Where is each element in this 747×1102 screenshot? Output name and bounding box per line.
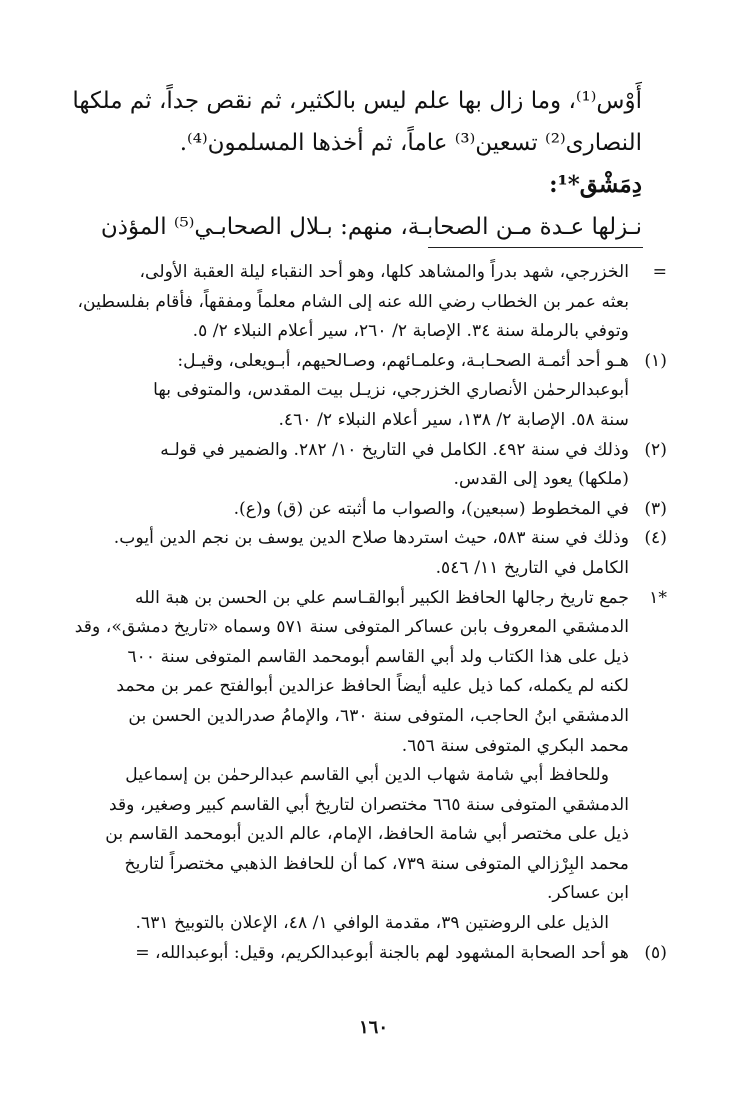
footnote-star-1-paragraph-2 — [95, 761, 667, 909]
page-number: ١٦٠ — [358, 1017, 388, 1038]
footnote-line: في المخطوط (سبعين)، والصواب ما أثبته عن (ق) و(ع). — [233, 498, 629, 519]
footnote-line: (ملكها) يعود إلى القدس. — [453, 469, 629, 490]
footnote-line: لكنه لم يكمله، كما ذيل عليه أيضاً الحافظ عزالدين أبوالفتح عمر بن محمد — [116, 676, 629, 697]
footnote-separator — [428, 247, 643, 248]
footnote-line: الدمشقي ابنُ الحاجب، المتوفى سنة ٦٣٠، والإمامُ صدرالدين الحسن بن — [128, 705, 629, 726]
main-text — [72, 80, 642, 248]
footnote-line: ذيل على مختصر أبي شامة الحافظ، الإمام، عالم الدين أبومحمد القاسم بن — [105, 824, 629, 845]
footnote-line: محمد البِرْزالي المتوفى سنة ٧٣٩، كما أن للحافظ الذهبي مختصراً لتاريخ — [124, 853, 629, 874]
footnote-mark: (٣) — [644, 498, 667, 519]
footnote-line: ابن عساكر. — [546, 883, 629, 904]
footnote-line: بعثه عمر بن الخطاب رضي الله عنه إلى الشام معلماً ومفقهاً، فأقام بفلسطين، — [77, 291, 629, 312]
footnote-2 — [95, 436, 667, 495]
footnote-star-1-references — [95, 909, 667, 939]
main-line-3: نـزلها عـدة مـن الصحابـة، منهم: بـلال الصحابـي⁽⁵⁾ المؤذن — [100, 214, 642, 240]
footnote-line: الدمشقي المعروف بابن عساكر المتوفى سنة ٥٧١ وسماه «تاريخ دمشق»، وقد — [74, 617, 629, 638]
footnotes — [74, 258, 667, 968]
footnote-mark: = — [652, 262, 667, 282]
footnote-line: جمع تاريخ رجالها الحافظ الكبير أبوالقـاسم علي بن الحسن بن هبة الله — [135, 587, 629, 608]
footnote-1 — [95, 347, 667, 436]
footnote-line: محمد البكري المتوفى سنة ٦٥٦. — [401, 735, 629, 756]
footnote-line: الكامل في التاريخ ١١/ ٥٤٦. — [435, 557, 629, 578]
footnote-mark: (٤) — [644, 528, 667, 549]
footnote-line: ذيل على هذا الكتاب ولد أبي القاسم أبومحمد القاسم المتوفى سنة ٦٠٠ — [127, 646, 629, 667]
footnote-line: سنة ٥٨. الإصابة ٢/ ١٣٨، سير أعلام النبلاء ٢/ ٤٦٠. — [278, 409, 629, 430]
footnote-line: وذلك في سنة ٥٨٣، حيث استردها صلاح الدين يوسف بن نجم الدين أيوب. — [113, 528, 629, 549]
footnote-line: الدمشقي المتوفى سنة ٦٦٥ مختصران لتاريخ أبي القاسم كبير وصغير، وقد — [108, 794, 629, 815]
main-line-1: أَوْس⁽¹⁾، وما زال بها علم ليس بالكثير، ثم نقص جداً، ثم ملكها — [72, 88, 642, 114]
footnote-line: وللحافظ أبي شامة شهاب الدين أبي القاسم عبدالرحمٰن بن إسماعيل — [125, 765, 609, 786]
footnote-mark: (٢) — [644, 439, 667, 460]
main-line-2: النصارى⁽²⁾ تسعين⁽³⁾ عاماً، ثم أخذها المسلمون⁽⁴⁾. — [179, 130, 642, 156]
footnote-line: وذلك في سنة ٤٩٢. الكامل في التاريخ ١٠/ ٢٨٢. والضمير في قولـه — [160, 439, 629, 460]
footnote-line: الخزرجي، شهد بدراً والمشاهد كلها، وهو أحد النقباء ليلة العقبة الأولى، — [139, 262, 629, 282]
footnote-line: هـو أحد أئمـة الصحـابـة، وعلمـائهم، وصـالحيهم، أبـويعلى، وقيـل: — [177, 350, 629, 371]
section-heading-damascus: دِمَشْق*¹: — [549, 171, 642, 198]
footnote-mark: (١) — [644, 350, 667, 371]
footnote-mark: *١ — [649, 587, 667, 608]
footnote-star-1 — [74, 584, 667, 762]
footnote-4 — [95, 524, 667, 583]
footnote-line: هو أحد الصحابة المشهود لهم بالجنة أبوعبدالكريم، وقيل: أبوعبدالله، = — [135, 942, 629, 963]
footnote-3 — [95, 495, 667, 525]
footnote-line: أبوعبدالرحمٰن الأنصاري الخزرجي، نزيـل بيت المقدس، والمتوفى بها — [153, 380, 629, 401]
footnote-line: وتوفي بالرملة سنة ٣٤. الإصابة ٢/ ٢٦٠، سير أعلام النبلاء ٢/ ٥. — [192, 321, 629, 342]
footnote-5 — [95, 939, 667, 969]
footnote-mark: (٥) — [644, 942, 667, 963]
footnote-continuation — [77, 258, 667, 347]
footnote-line: الذيل على الروضتين ٣٩، مقدمة الوافي ١/ ٤٨، الإعلان بالتوبيخ ٦٣١. — [135, 913, 609, 934]
